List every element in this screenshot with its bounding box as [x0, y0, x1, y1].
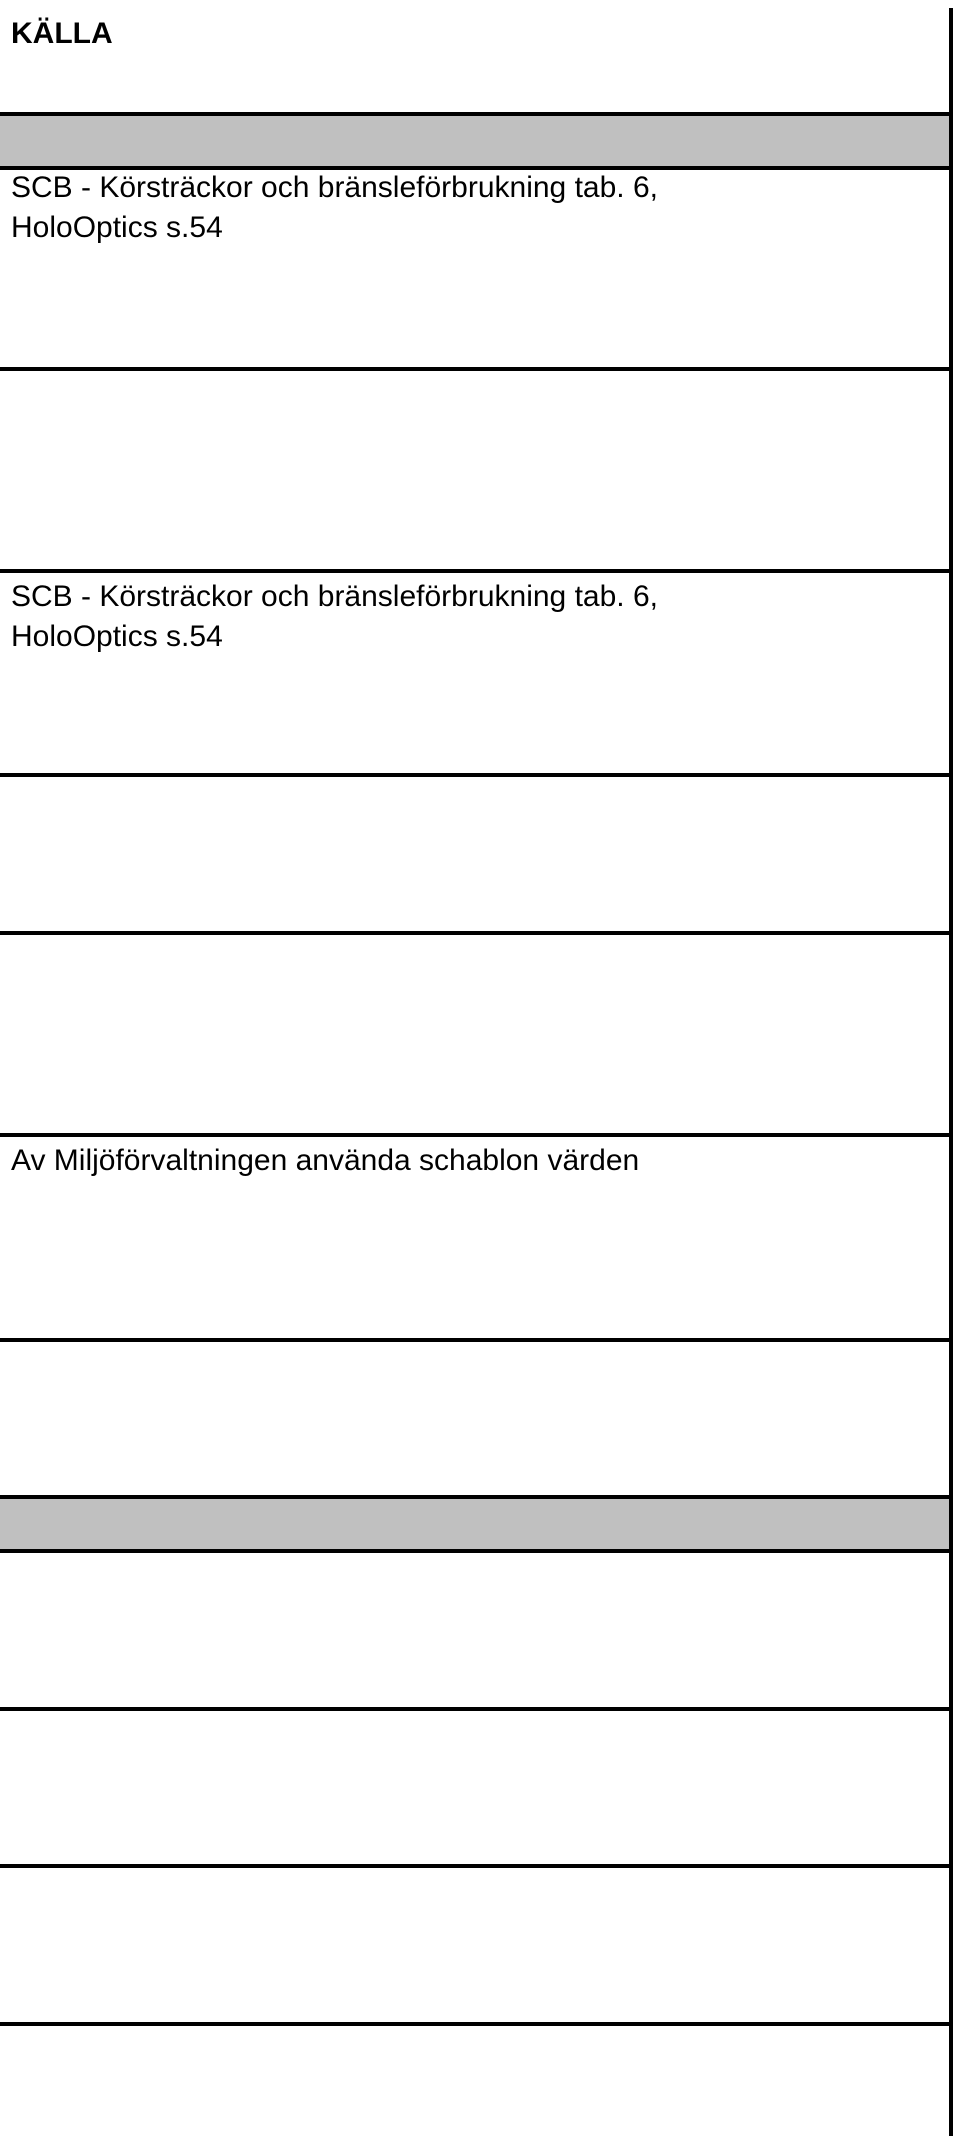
row-divider [0, 931, 953, 935]
column-right-border [949, 8, 953, 2136]
row-divider [0, 1133, 953, 1137]
row-divider [0, 367, 953, 371]
row-divider [0, 1338, 953, 1342]
shaded-row [0, 1499, 949, 1549]
source-cell[interactable]: Av Miljöförvaltningen använda schablon värden [11, 1144, 640, 1177]
row-divider [0, 1549, 953, 1553]
source-cell[interactable]: SCB - Körsträckor och bränsleförbrukning tab. 6, HoloOptics s.54 [11, 171, 658, 244]
row-divider [0, 1864, 953, 1868]
row-divider [0, 569, 953, 573]
row-divider [0, 773, 953, 777]
row-divider [0, 2022, 953, 2026]
column-header: KÄLLA [11, 17, 113, 50]
source-cell[interactable]: SCB - Körsträckor och bränsleförbrukning tab. 6, HoloOptics s.54 [11, 580, 658, 653]
row-divider [0, 1707, 953, 1711]
shaded-row [0, 116, 949, 166]
